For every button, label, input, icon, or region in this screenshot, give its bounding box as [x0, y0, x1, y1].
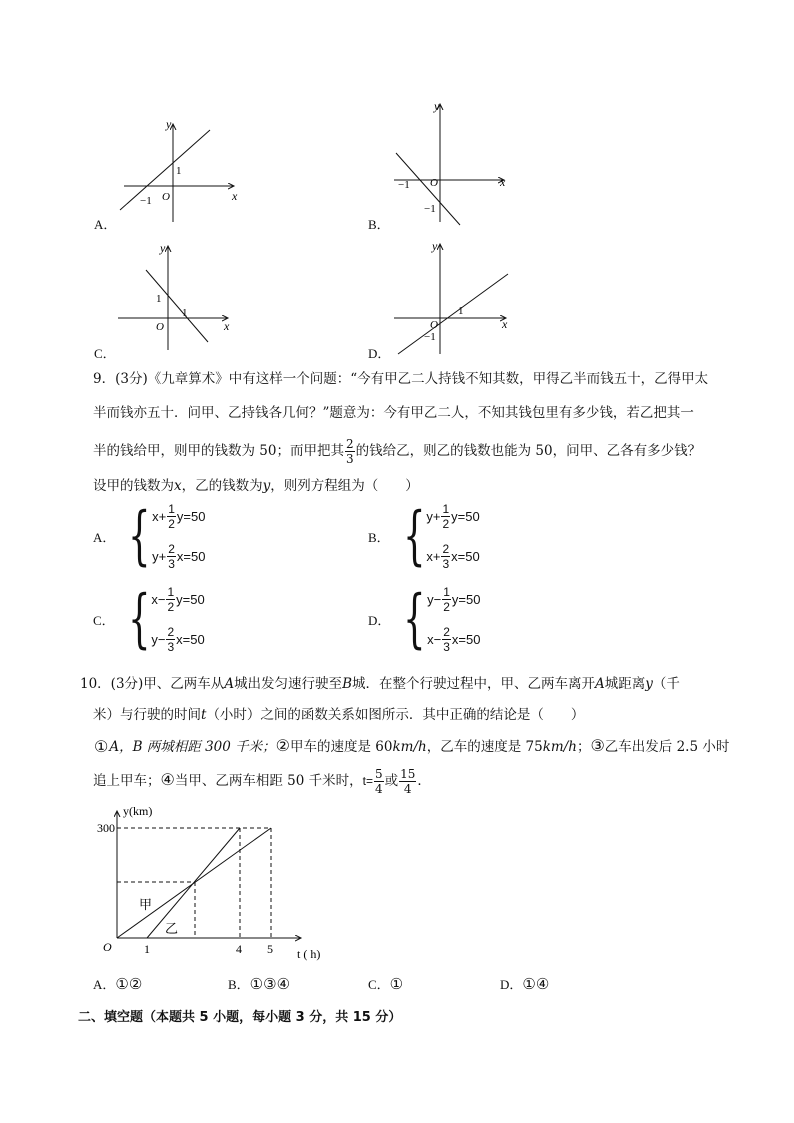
option-letter: D．	[368, 346, 391, 361]
x-axis-label: t ( h)	[297, 947, 321, 961]
equation-1: x+ $\frac{1}{2}$ y=50	[152, 501, 206, 531]
x-axis-label: x	[502, 317, 508, 331]
origin-label: O	[430, 319, 438, 331]
equation-1: x− $\frac{1}{2}$ y=50	[151, 584, 205, 614]
y-intercept-label: −1	[424, 203, 436, 215]
x-tick-1: 1	[144, 942, 150, 956]
origin-label: O	[156, 321, 164, 333]
q9-line-1: 9．(3分)《九章算术》中有这样一个问题：“今有甲乙二人持钱不知其数，甲得乙半而钱五十，乙得甲太	[93, 371, 709, 387]
origin-label: O	[430, 177, 438, 189]
y-axis-label: y(km)	[123, 804, 153, 818]
y-intercept-label: 1	[176, 165, 182, 177]
brace: {	[127, 582, 151, 656]
q9-line-4: 设甲的钱数为x，乙的钱数为y，则列方程组为（ ）	[93, 478, 419, 494]
option-letter: C．	[94, 346, 116, 361]
x-intercept-label: −1	[140, 195, 152, 207]
line-yi	[147, 828, 240, 938]
equation-2: y− $\frac{2}{3}$ x=50	[151, 624, 205, 654]
q9-option-c[interactable]: C． { x− $\frac{1}{2}$ y=50 y− $\frac{2}{3}$ x=50	[93, 582, 205, 656]
y-axis-label: y	[434, 100, 440, 113]
y-axis-label: y	[166, 117, 172, 131]
x-tick-5: 5	[267, 942, 273, 956]
q9-option-d[interactable]: D． { y− $\frac{1}{2}$ y=50 x− $\frac{2}{3}$ x=50	[368, 582, 481, 656]
q8-option-d[interactable]	[366, 240, 526, 365]
q9-line-2: 半而钱亦五十．问甲、乙持钱各几何？”题意为：今有甲乙二人，不知其钱包里有多少钱，若乙把其一	[93, 405, 694, 421]
y-tick-300: 300	[97, 821, 115, 835]
equation-2: x+ $\frac{2}{3}$ x=50	[426, 541, 480, 571]
equation-1: y− $\frac{1}{2}$ y=50	[427, 584, 481, 614]
option-letter: A．	[94, 217, 117, 232]
q8-graph-b	[388, 100, 518, 230]
y-axis-label: y	[432, 240, 438, 253]
q10-line-4: 追上甲车；④当甲、乙两车相距 50 千米时，t= $\frac{5}{4}$ 或 $\frac{15}{4}$ ．	[93, 767, 431, 796]
y-intercept-label: −1	[424, 331, 436, 343]
q10-option-b[interactable]: B．①③④	[228, 975, 291, 993]
section-heading-fill-in: 二、填空题（本题共 5 小题，每小题 3 分，共 15 分）	[78, 1010, 402, 1025]
x-intercept-label: 1	[458, 305, 464, 317]
x-axis-label: x	[224, 319, 230, 333]
origin-label: O	[162, 191, 170, 203]
y-intercept-label: 1	[156, 293, 162, 305]
q8-option-b[interactable]	[366, 100, 526, 235]
q10-line-2: 米）与行驶的时间t（小时）之间的函数关系如图所示．其中正确的结论是（ ）	[93, 707, 585, 723]
q10-option-c[interactable]: C．①	[368, 975, 404, 993]
q8-graph-a	[116, 110, 250, 230]
q10-line-1: 10．(3分)甲、乙两车从A城出发匀速行驶至B城．在整个行驶过程中，甲、乙两车离开A城距离y（千	[80, 676, 680, 692]
equation-1: y+ $\frac{1}{2}$ y=50	[426, 501, 480, 531]
q10-distance-time-graph	[95, 803, 335, 963]
q8-graph-c	[116, 240, 250, 360]
equation-2: y+ $\frac{2}{3}$ x=50	[152, 541, 206, 571]
q9-option-b[interactable]: B． { y+ $\frac{1}{2}$ y=50 x+ $\frac{2}{3}$ x=50	[368, 499, 480, 573]
x-intercept-label: 1	[182, 307, 188, 319]
option-letter: B．	[368, 217, 390, 232]
x-axis-label: x	[500, 175, 506, 189]
q10-option-d[interactable]: D．①④	[500, 975, 550, 993]
x-tick-4: 4	[236, 942, 242, 956]
q8-option-c[interactable]	[90, 240, 250, 365]
brace: {	[403, 582, 426, 656]
y-axis-label: y	[160, 241, 166, 255]
q10-option-a[interactable]: A．①②	[93, 975, 143, 993]
q8-graph-d	[388, 240, 522, 360]
x-axis-label: x	[232, 189, 238, 203]
q10-line-3: ①A，B 两城相距 300 千米；②甲车的速度是 60km/h，乙车的速度是 75km/h；③乙车出发后 2.5 小时	[94, 736, 730, 756]
q9-line-3: 半的钱给甲，则甲的钱数为 50；而甲把其 $\frac{2}{3}$ 的钱给乙，则乙的钱数也能为 50，问甲、乙各有多少钱？	[93, 437, 702, 466]
equation-2: x− $\frac{2}{3}$ x=50	[427, 624, 481, 654]
x-intercept-label: −1	[398, 179, 410, 191]
label-yi: 乙	[165, 921, 179, 936]
brace: {	[128, 499, 151, 573]
origin-label: O	[103, 940, 112, 954]
q9-option-a[interactable]: A． { x+ $\frac{1}{2}$ y=50 y+ $\frac{2}{3}$ x=50	[93, 499, 206, 573]
fraction: $\frac{2}{3}$	[345, 437, 354, 466]
q8-option-a[interactable]	[90, 110, 250, 235]
label-jia: 甲	[139, 897, 153, 912]
brace: {	[402, 499, 426, 573]
